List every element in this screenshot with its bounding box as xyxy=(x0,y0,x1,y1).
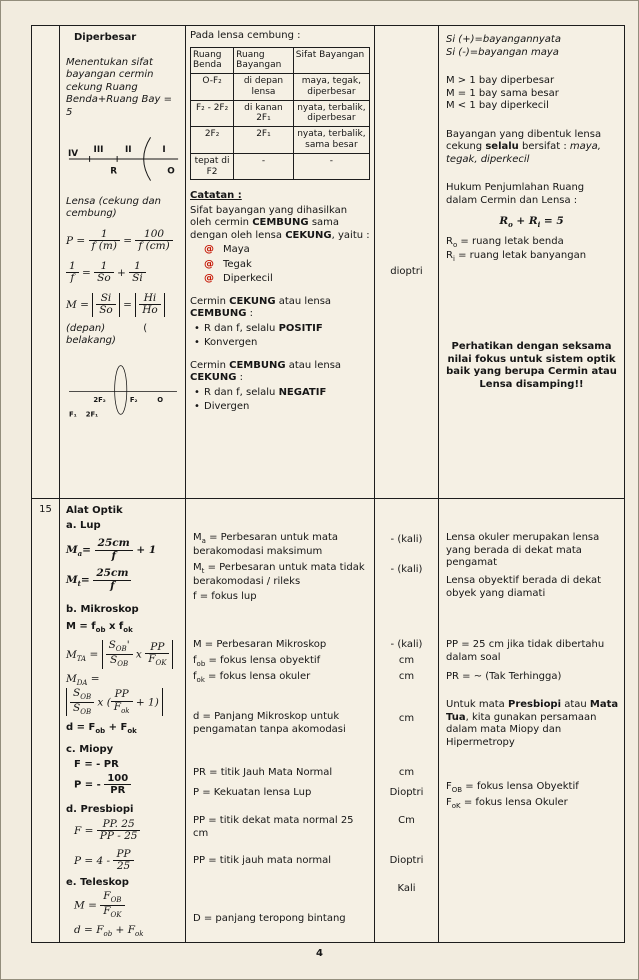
row15-units-column xyxy=(375,499,439,942)
unit-label: cm xyxy=(398,671,415,682)
mikroskop-length-formula: $d = F_{ob} + F_{ok}$ xyxy=(66,722,137,736)
unit-label: cm xyxy=(398,767,415,778)
rowA-notes-column xyxy=(186,26,375,499)
table-cell: 2F₁ xyxy=(234,127,294,154)
row15-formula-column xyxy=(60,499,186,942)
remark-FOK: $F_{oK}$ = fokus lensa Okuler xyxy=(446,797,568,810)
unit-label: Kali xyxy=(397,883,416,894)
list-item xyxy=(204,259,370,272)
at-bullet-icon: @ xyxy=(204,273,214,285)
2F2-label: 2F₂ xyxy=(93,395,106,404)
section-d-presbiopi: d. Presbiopi xyxy=(66,804,134,816)
sum-rule-formula: $R_o + R_i = 5$ xyxy=(499,215,564,230)
main-table xyxy=(31,25,625,943)
magnification-note-3: M < 1 bay diperkecil xyxy=(446,100,549,111)
mikroskop-m-formula: $M = f_{ob}$ x $f_{ok}$ xyxy=(66,620,133,634)
header-cell: Sifat Bayangan xyxy=(293,47,369,74)
magnification-note-1: M > 1 bay diperbesar xyxy=(446,75,555,86)
list-item-label: Tegak xyxy=(223,258,252,270)
cermin-cekung-heading: Cermin CEKUNG atau lensa CEMBUNG : xyxy=(190,295,332,320)
at-bullet-icon: @ xyxy=(204,244,214,256)
unit-label: Dioptri xyxy=(389,787,424,798)
si-negative-note: Si (-)=bayangan maya xyxy=(446,46,559,58)
unit-label: cm xyxy=(398,713,415,724)
definition-f-lup: f = fokus lup xyxy=(193,591,257,602)
definition-Ma: $M_a$ = Perbesaran untuk mata berakomodasi maksimum xyxy=(193,532,339,557)
rowA-remarks-column xyxy=(439,26,624,499)
F1-label: F₁ xyxy=(69,410,77,419)
unit-label: dioptri xyxy=(390,266,423,277)
lens-types-heading: Lensa (cekung dan cembung) xyxy=(66,195,161,219)
remark-presbiopi: Untuk mata Presbiopi atau Mata Tua, kita gunakan persamaan dalam mata Miopy dan Hipermetropy xyxy=(446,699,619,748)
unit-label: Cm xyxy=(398,815,415,826)
table-cell: nyata, terbalik, sama besar xyxy=(293,127,369,154)
definition-PP-dekat: PP = titik dekat mata normal 25 cm xyxy=(193,815,354,839)
sum-rule-heading: Hukum Penjumlahan Ruang dalam Cermin dan Lensa : xyxy=(446,182,585,206)
section-e-teleskop: e. Teleskop xyxy=(66,876,129,888)
table-cell: O-F₂ xyxy=(191,74,234,101)
table-cell: 2F₂ xyxy=(191,127,234,154)
alat-optik-heading: Alat Optik xyxy=(66,505,123,516)
row-number-15 xyxy=(32,499,60,942)
mikroskop-mda-formula: $M_{DA}$ = $\frac{S_{OB}}{S_{OB}}$ x ( $\frac{PP}{F_{ok}}$ + 1) xyxy=(66,673,179,716)
teleskop-length-formula: $d = F_{ob} + F_{ok}$ xyxy=(74,923,144,938)
region-I-label: I xyxy=(162,145,166,156)
definition-M-mikroskop: M = Perbesaran Mikroskop xyxy=(193,639,327,650)
list-item: • R dan f, selalu POSITIF xyxy=(190,323,370,336)
definition-Mt: $M_t$ = Perbesaran untuk mata tidak berakomodasi / rileks xyxy=(193,562,365,587)
table-cell: tepat di F2 xyxy=(191,153,234,180)
list-item-label: Maya xyxy=(223,244,250,256)
table-cell: maya, tegak, diperbesar xyxy=(293,74,369,101)
lup-max-formula: $M_a=$ $\frac{25cm}{f}$ + 1 xyxy=(66,537,157,562)
page-number: 4 xyxy=(316,948,323,959)
lens-power-formula: P = $\frac{1}{f (m)}$ = $\frac{100}{f (cm)}$ xyxy=(66,229,179,253)
table-cell: F₂ - 2F₂ xyxy=(191,100,234,127)
definition-fob: $f_{ob}$ = fokus lensa obyektif xyxy=(193,655,321,668)
lup-relaxed-formula: $M_t=$ $\frac{25cm}{f}$ xyxy=(66,568,179,592)
label-diperbesar: Diperbesar xyxy=(74,32,137,43)
section-a-lup: a. Lup xyxy=(66,519,101,531)
list-item xyxy=(204,244,370,257)
focus-warning: Perhatikan dengan seksama nilai fokus untuk sistem optik baik yang berupa Cermin atau Lensa disamping!! xyxy=(446,341,617,390)
at-bullet-icon: @ xyxy=(204,258,214,270)
table-row xyxy=(191,153,370,180)
catatan-heading: Catatan : xyxy=(190,190,242,202)
table-cell: nyata, terbalik, diperbesar xyxy=(293,100,369,127)
mikroskop-mta-formula: $M_{TA}$ = $\frac{S_{OB}'}{S_{OB}}$ x $\frac{PP}{F_{OK}}$ xyxy=(66,640,179,669)
region-II-label: II xyxy=(125,145,132,156)
table-row xyxy=(191,100,370,127)
definition-P-lup: P = Kekuatan lensa Lup xyxy=(193,787,312,798)
remark-lensa-okuler: Lensa okuler merupakan lensa yang berada di dekat mata pengamat xyxy=(446,532,600,568)
2F1-label: 2F₁ xyxy=(85,410,99,419)
magnification-formula: M = $\frac{Si}{So}$ = $\frac{Hi}{Ho}$ xyxy=(66,293,179,317)
rowA-formula-column xyxy=(60,26,186,499)
concave-lens-note: Bayangan yang dibentuk lensa cekung selalu bersifat : maya, tegak, diperkecil xyxy=(446,128,602,165)
concave-mirror-ray-diagram xyxy=(66,129,184,183)
table-title: Pada lensa cembung : xyxy=(190,30,301,41)
remark-PP-default: PP = 25 cm jika tidak dibertahu dalam soal xyxy=(446,639,605,663)
table-row xyxy=(191,127,370,154)
table-header-row xyxy=(191,47,370,74)
O-label: O xyxy=(157,395,164,404)
unit-label: - (kali) xyxy=(390,534,423,545)
table-cell: di kanan 2F₁ xyxy=(234,100,294,127)
presbiopi-p-formula: P = 4 - $\frac{PP}{25}$ xyxy=(74,849,179,873)
remark-lensa-obyektif: Lensa obyektif berada di dekat obyek yang diamati xyxy=(446,575,601,599)
rowA-number-cell xyxy=(32,26,60,499)
lens-shape xyxy=(115,365,127,414)
R-point-label: R xyxy=(110,166,118,177)
row15-remarks-column xyxy=(439,499,624,942)
catatan-body: Sifat bayangan yang dihasilkan oleh cermin CEMBUNG sama dengan oleh lensa CEKUNG, yaitu : xyxy=(190,204,370,241)
row-number-label: 15 xyxy=(39,504,52,515)
Ri-definition: $R_i$ = ruang letak banyangan xyxy=(446,249,587,263)
header-cell: Ruang Bayangan xyxy=(234,47,294,74)
miopy-p-formula: P = - $\frac{100}{PR}$ xyxy=(74,773,179,796)
definition-D-teropong: D = panjang teropong bintang xyxy=(193,913,346,924)
Ro-definition: $R_o$ = ruang letak benda xyxy=(446,235,564,249)
remark-PR-infinity: PR = ~ (Tak Terhingga) xyxy=(446,671,562,682)
definition-PR: PR = titik Jauh Mata Normal xyxy=(193,767,333,778)
unit-label: - (kali) xyxy=(390,564,423,575)
header-cell: Ruang Benda xyxy=(191,47,234,74)
list-item: • Divergen xyxy=(190,401,370,414)
teleskop-m-formula: M = $\frac{F_{OB}}{F_{OK}}$ xyxy=(74,891,179,920)
thin-lens-diagram xyxy=(66,350,180,430)
presbiopi-f-formula: F = $\frac{PP. 25}{PP - 25}$ xyxy=(74,819,179,843)
list-item: • R dan f, selalu NEGATIF xyxy=(190,387,370,400)
section-b-mikroskop: b. Mikroskop xyxy=(66,604,139,616)
definition-d-mikroskop: d = Panjang Mikroskop untuk pengamatan tanpa akomodasi xyxy=(193,711,346,735)
magnification-note-2: M = 1 bay sama besar xyxy=(446,87,559,99)
region-IV-label: IV xyxy=(67,149,79,159)
unit-label: cm xyxy=(398,655,415,666)
definition-fok: $f_{ok}$ = fokus lensa okuler xyxy=(193,671,311,684)
F2-label: F₂ xyxy=(129,395,138,404)
table-cell: - xyxy=(293,153,369,180)
rowA-unit-column xyxy=(375,26,439,499)
list-item xyxy=(204,273,370,286)
O-point-label: O xyxy=(167,166,175,177)
si-positive-note: Si (+)=bayangannyata xyxy=(446,34,561,45)
table-cell: di depan lensa xyxy=(234,74,294,101)
lens-region-table xyxy=(190,47,370,181)
miopy-f-formula: F = - PR xyxy=(74,758,119,770)
remark-FOB: $F_{OB}$ = fokus lensa Obyektif xyxy=(446,781,579,794)
region-III-label: III xyxy=(93,145,104,156)
table-row xyxy=(191,74,370,101)
section-c-miopy: c. Miopy xyxy=(66,744,114,756)
row15-definitions-column xyxy=(186,499,375,942)
focal-length-formula: $\frac{1}{f}$ = $\frac{1}{So}$ + $\frac{1}{Si}$ xyxy=(66,261,179,285)
table-cell: - xyxy=(234,153,294,180)
list-item-label: Diperkecil xyxy=(223,273,273,285)
depan-belakang-note: (depan) ( belakang) xyxy=(66,322,148,347)
cermin-cembung-heading: Cermin CEMBUNG atau lensa CEKUNG : xyxy=(190,359,342,384)
list-item: • Konvergen xyxy=(190,337,370,350)
unit-label: Dioptri xyxy=(389,855,424,866)
note-menentukan-sifat: Menentukan sifat bayangan cermin cekung Ruang Benda+Ruang Bay = 5 xyxy=(66,56,172,118)
definition-PP-jauh: PP = titik jauh mata normal xyxy=(193,855,332,866)
unit-label: - (kali) xyxy=(390,639,423,650)
